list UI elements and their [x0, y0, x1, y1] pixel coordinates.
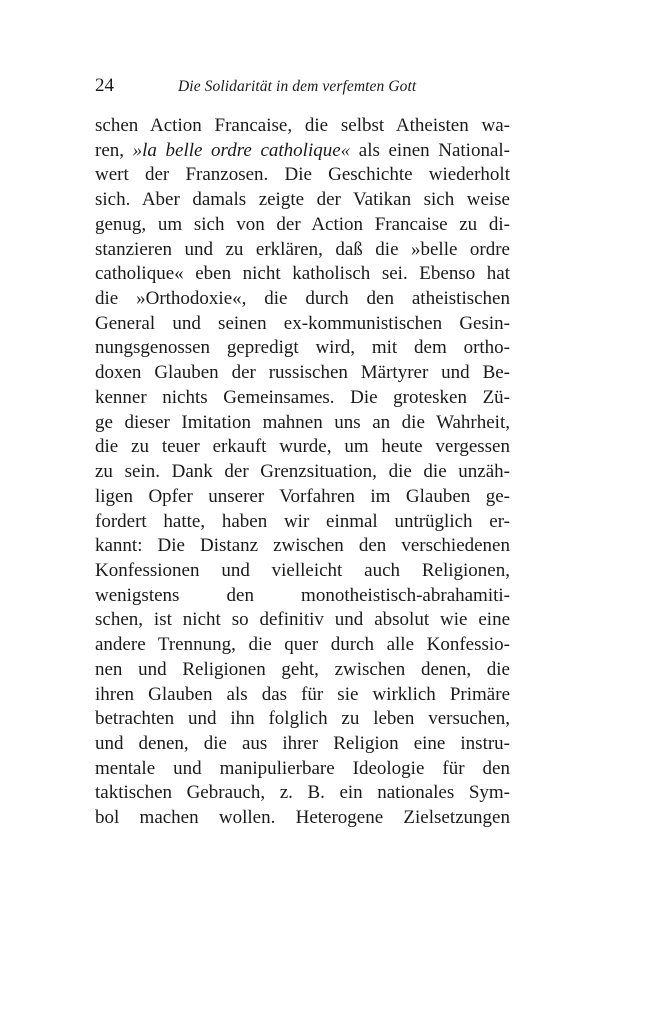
text-line: andere Trennung, die quer durch alle Konfessio- — [95, 634, 510, 656]
body-text — [95, 114, 510, 831]
text-line: ligen Opfer unserer Vorfahren im Glauben ge- — [95, 485, 510, 507]
text-line: betrachten und ihn folglich zu leben versuchen, — [95, 708, 510, 730]
text-line: kannt: Die Distanz zwischen den verschiedenen — [95, 535, 510, 557]
text-line: ihren Glauben als das für sie wirklich Primäre — [95, 683, 510, 705]
text-line: taktischen Gebrauch, z. B. ein nationales Sym- — [95, 782, 510, 804]
page-header — [95, 74, 515, 98]
text-line: nen und Religionen geht, zwischen denen, die — [95, 658, 510, 680]
text-line: die »Orthodoxie«, die durch den atheistischen — [95, 288, 510, 310]
text-line: die zu teuer erkauft wurde, um heute vergessen — [95, 436, 510, 458]
text-line: schen Action Francaise, die selbst Atheisten wa- — [95, 115, 510, 136]
text-line: wenigstens den monotheistisch-abrahamiti- — [95, 584, 510, 606]
text-line: nungsgenossen gepredigt wird, mit dem ortho- — [95, 337, 510, 359]
text-line: schen, ist nicht so definitiv und absolut wie eine — [95, 609, 510, 631]
text-line: General und seinen ex-kommunistischen Gesin- — [95, 312, 510, 334]
text-line: wert der Franzosen. Die Geschichte wiederholt — [95, 164, 510, 186]
running-title: Die Solidarität in dem verfemten Gott — [178, 78, 417, 95]
text-line: fordert hatte, haben wir einmal untrüglich er- — [95, 510, 510, 532]
text-line: sich. Aber damals zeigte der Vatikan sich weise — [95, 189, 510, 211]
page-number: 24 — [95, 75, 114, 96]
text-line: stanzieren und zu erklären, daß die »belle ordre — [95, 238, 510, 260]
text-line: zu sein. Dank der Grenzsituation, die die unzäh- — [95, 461, 510, 483]
text-line: ren, »la belle ordre catholique« als einen National- — [95, 139, 510, 161]
text-line: Konfessionen und vielleicht auch Religionen, — [95, 559, 510, 581]
text-line: doxen Glauben der russischen Märtyrer und Be- — [95, 362, 510, 384]
italic-phrase: »la belle ordre catholique« — [132, 139, 351, 161]
text-line: ge dieser Imitation mahnen uns an die Wahrheit, — [95, 411, 510, 433]
text-line: und denen, die aus ihrer Religion eine instru- — [95, 732, 510, 754]
text-line: catholique« eben nicht katholisch sei. Ebenso hat — [95, 263, 510, 285]
text-line: bol machen wollen. Heterogene Zielsetzungen — [95, 807, 510, 829]
text-line: genug, um sich von der Action Francaise zu di- — [95, 213, 510, 235]
text-line: mentale und manipulierbare Ideologie für den — [95, 757, 510, 779]
text-line: kenner nichts Gemeinsames. Die grotesken Zü- — [95, 386, 510, 408]
